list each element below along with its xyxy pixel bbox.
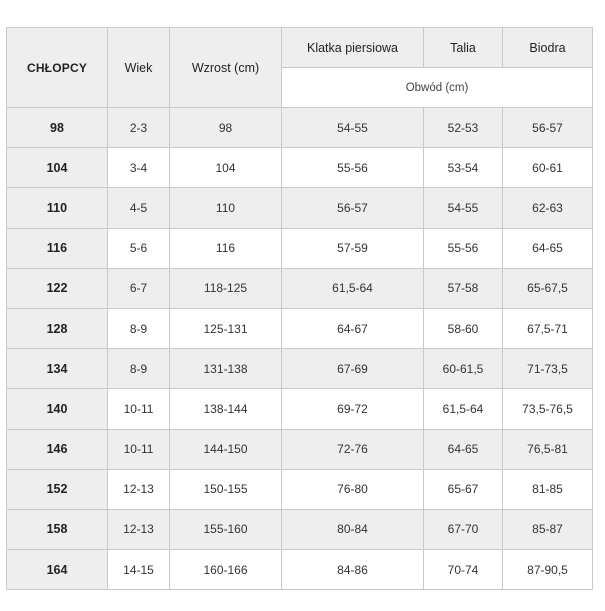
size-cell: 98 bbox=[7, 108, 108, 148]
table-row bbox=[7, 108, 593, 148]
table-row bbox=[7, 349, 593, 389]
height-cell: 110 bbox=[170, 188, 282, 228]
age-cell: 6-7 bbox=[108, 268, 170, 308]
waist-cell: 61,5-64 bbox=[424, 389, 503, 429]
chest-cell: 57-59 bbox=[282, 228, 424, 268]
age-cell: 8-9 bbox=[108, 349, 170, 389]
header-hips: Biodra bbox=[503, 28, 593, 68]
table-row bbox=[7, 389, 593, 429]
age-cell: 12-13 bbox=[108, 469, 170, 509]
size-cell: 158 bbox=[7, 509, 108, 549]
height-cell: 138-144 bbox=[170, 389, 282, 429]
height-cell: 160-166 bbox=[170, 550, 282, 590]
hips-cell: 56-57 bbox=[503, 108, 593, 148]
hips-cell: 85-87 bbox=[503, 509, 593, 549]
hips-cell: 60-61 bbox=[503, 148, 593, 188]
waist-cell: 70-74 bbox=[424, 550, 503, 590]
chest-cell: 72-76 bbox=[282, 429, 424, 469]
table-row bbox=[7, 268, 593, 308]
size-cell: 164 bbox=[7, 550, 108, 590]
waist-cell: 57-58 bbox=[424, 268, 503, 308]
size-cell: 104 bbox=[7, 148, 108, 188]
table-row bbox=[7, 308, 593, 348]
size-cell: 134 bbox=[7, 349, 108, 389]
header-height: Wzrost (cm) bbox=[170, 28, 282, 108]
waist-cell: 67-70 bbox=[424, 509, 503, 549]
waist-cell: 58-60 bbox=[424, 308, 503, 348]
chest-cell: 84-86 bbox=[282, 550, 424, 590]
age-cell: 3-4 bbox=[108, 148, 170, 188]
height-cell: 116 bbox=[170, 228, 282, 268]
hips-cell: 64-65 bbox=[503, 228, 593, 268]
chest-cell: 80-84 bbox=[282, 509, 424, 549]
table-row bbox=[7, 148, 593, 188]
age-cell: 4-5 bbox=[108, 188, 170, 228]
header-boys: CHŁOPCY bbox=[7, 28, 108, 108]
table-row bbox=[7, 509, 593, 549]
chest-cell: 69-72 bbox=[282, 389, 424, 429]
table-row bbox=[7, 188, 593, 228]
chest-cell: 54-55 bbox=[282, 108, 424, 148]
age-cell: 14-15 bbox=[108, 550, 170, 590]
hips-cell: 81-85 bbox=[503, 469, 593, 509]
waist-cell: 54-55 bbox=[424, 188, 503, 228]
waist-cell: 52-53 bbox=[424, 108, 503, 148]
hips-cell: 71-73,5 bbox=[503, 349, 593, 389]
age-cell: 8-9 bbox=[108, 308, 170, 348]
hips-cell: 87-90,5 bbox=[503, 550, 593, 590]
hips-cell: 76,5-81 bbox=[503, 429, 593, 469]
header-row bbox=[7, 28, 593, 68]
height-cell: 144-150 bbox=[170, 429, 282, 469]
header-age: Wiek bbox=[108, 28, 170, 108]
chest-cell: 56-57 bbox=[282, 188, 424, 228]
size-chart-table bbox=[6, 27, 593, 590]
size-cell: 116 bbox=[7, 228, 108, 268]
size-cell: 152 bbox=[7, 469, 108, 509]
height-cell: 104 bbox=[170, 148, 282, 188]
hips-cell: 62-63 bbox=[503, 188, 593, 228]
chest-cell: 64-67 bbox=[282, 308, 424, 348]
age-cell: 12-13 bbox=[108, 509, 170, 549]
height-cell: 118-125 bbox=[170, 268, 282, 308]
age-cell: 2-3 bbox=[108, 108, 170, 148]
waist-cell: 53-54 bbox=[424, 148, 503, 188]
height-cell: 155-160 bbox=[170, 509, 282, 549]
chest-cell: 67-69 bbox=[282, 349, 424, 389]
chest-cell: 61,5-64 bbox=[282, 268, 424, 308]
waist-cell: 55-56 bbox=[424, 228, 503, 268]
size-cell: 128 bbox=[7, 308, 108, 348]
age-cell: 5-6 bbox=[108, 228, 170, 268]
age-cell: 10-11 bbox=[108, 389, 170, 429]
table-body bbox=[7, 108, 593, 590]
chest-cell: 76-80 bbox=[282, 469, 424, 509]
chest-cell: 55-56 bbox=[282, 148, 424, 188]
height-cell: 98 bbox=[170, 108, 282, 148]
waist-cell: 64-65 bbox=[424, 429, 503, 469]
table-row bbox=[7, 429, 593, 469]
table-row bbox=[7, 228, 593, 268]
hips-cell: 65-67,5 bbox=[503, 268, 593, 308]
age-cell: 10-11 bbox=[108, 429, 170, 469]
size-cell: 110 bbox=[7, 188, 108, 228]
size-cell: 146 bbox=[7, 429, 108, 469]
height-cell: 150-155 bbox=[170, 469, 282, 509]
table-header bbox=[7, 28, 593, 108]
table-row bbox=[7, 550, 593, 590]
header-circumference: Obwód (cm) bbox=[282, 68, 593, 108]
height-cell: 131-138 bbox=[170, 349, 282, 389]
height-cell: 125-131 bbox=[170, 308, 282, 348]
header-waist: Talia bbox=[424, 28, 503, 68]
waist-cell: 60-61,5 bbox=[424, 349, 503, 389]
hips-cell: 67,5-71 bbox=[503, 308, 593, 348]
hips-cell: 73,5-76,5 bbox=[503, 389, 593, 429]
table-row bbox=[7, 469, 593, 509]
waist-cell: 65-67 bbox=[424, 469, 503, 509]
header-chest: Klatka piersiowa bbox=[282, 28, 424, 68]
size-cell: 140 bbox=[7, 389, 108, 429]
size-cell: 122 bbox=[7, 268, 108, 308]
